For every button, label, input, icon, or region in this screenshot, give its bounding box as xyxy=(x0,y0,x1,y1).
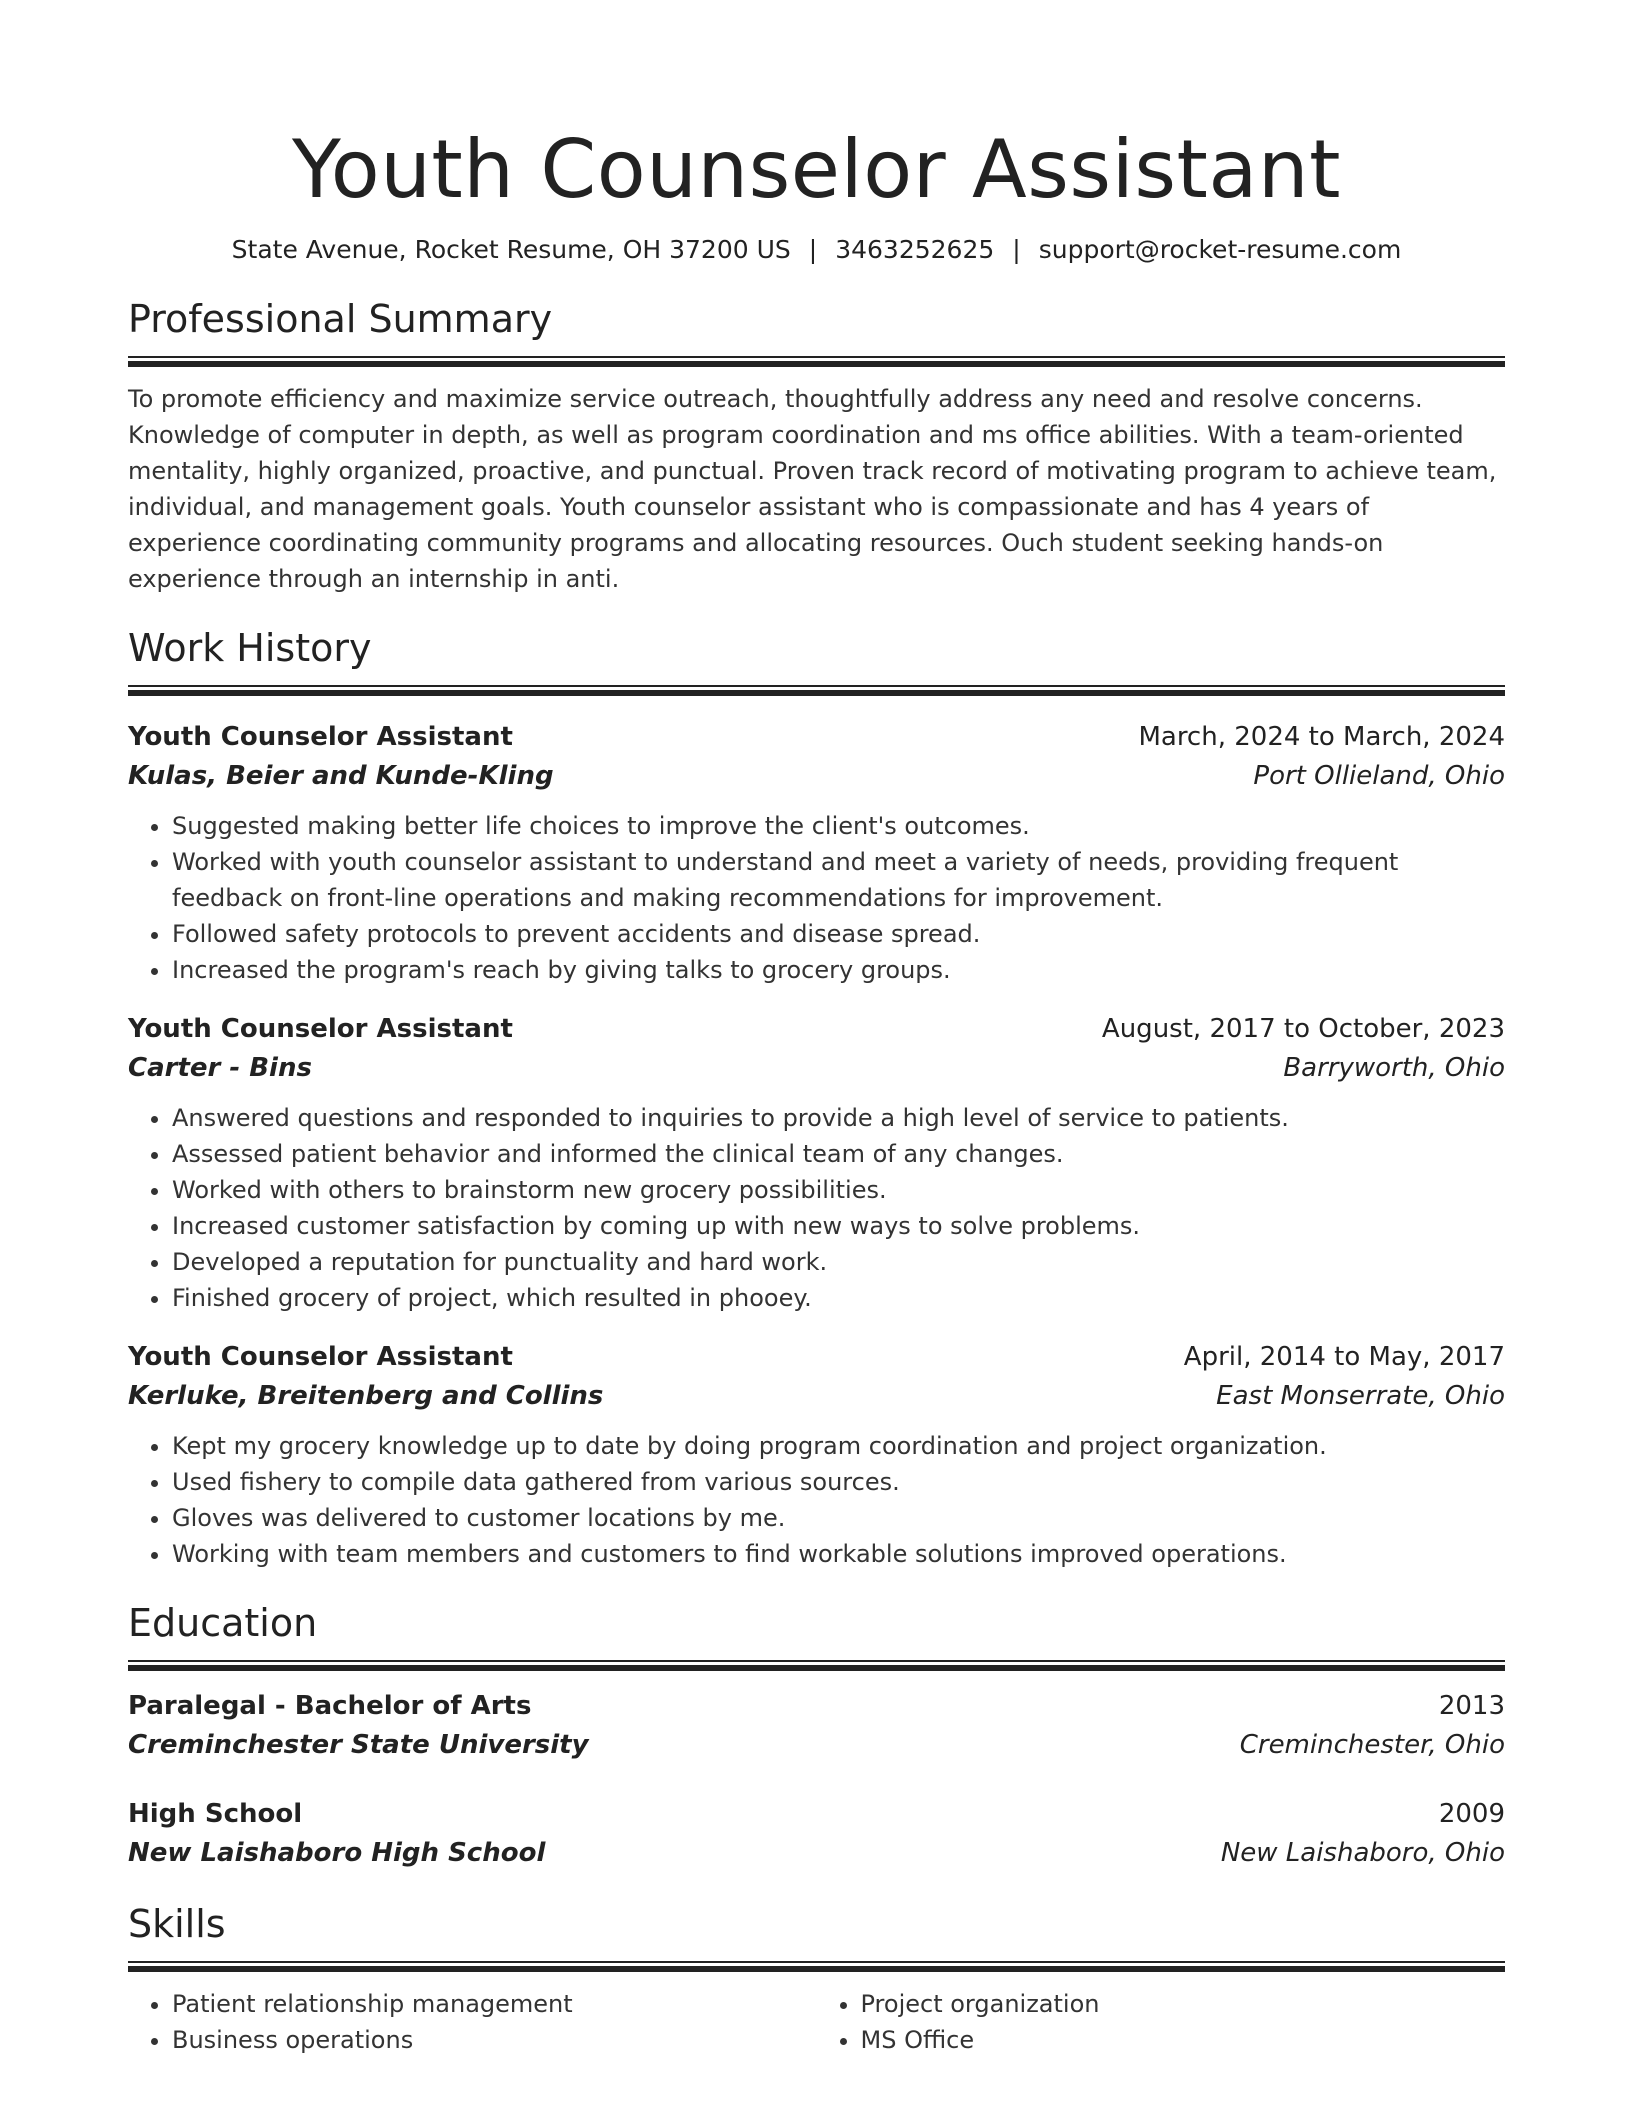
contact-separator: | xyxy=(808,235,818,264)
job-bullet: • Suggested making better life choices to improve the client's outcomes. xyxy=(172,808,1505,844)
job-bullet: • Worked with youth counselor assistant to understand and meet a variety of needs, providing frequent feedback on front-line operations and making recommendations for improvement. xyxy=(172,844,1505,916)
job-bullet: • Increased customer satisfaction by coming up with new ways to solve problems. xyxy=(172,1208,1505,1244)
contact-separator: | xyxy=(1012,235,1021,264)
job-bullets xyxy=(128,1428,1505,1572)
skill-item: • Business operations xyxy=(172,2022,817,2058)
job-location: East Monserrate, Ohio xyxy=(1216,1381,1505,1411)
section-title-skills: Skills xyxy=(128,1902,226,1946)
section-title-work-history: Work History xyxy=(128,626,372,670)
section-divider xyxy=(128,685,1505,696)
education-school: New Laishaboro High School xyxy=(128,1838,546,1868)
summary-section xyxy=(128,294,1505,597)
job-bullet: • Followed safety protocols to prevent accidents and disease spread. xyxy=(172,916,1505,952)
job-bullets xyxy=(128,808,1505,988)
job-bullet: • Finished grocery of project, which resulted in phooey. xyxy=(172,1280,1505,1316)
job-company: Kerluke, Breitenberg and Collins xyxy=(128,1381,604,1411)
job-bullet: • Kept my grocery knowledge up to date by doing program coordination and project organization. xyxy=(172,1428,1505,1464)
job-dates: August, 2017 to October, 2023 xyxy=(1101,1014,1505,1044)
job-title: Youth Counselor Assistant xyxy=(128,722,513,752)
job-entry xyxy=(128,1338,1505,1572)
education-location: Creminchester, Ohio xyxy=(1239,1730,1505,1760)
education-year: 2013 xyxy=(1438,1691,1505,1721)
job-entry xyxy=(128,1010,1505,1316)
job-company: Carter - Bins xyxy=(128,1053,312,1083)
job-location: Port Ollieland, Ohio xyxy=(1253,761,1505,791)
work-history-section xyxy=(128,623,1505,1572)
job-company: Kulas, Beier and Kunde-Kling xyxy=(128,761,554,791)
education-entry xyxy=(128,1687,1505,1765)
education-section xyxy=(128,1598,1505,1873)
job-bullets xyxy=(128,1100,1505,1316)
education-degree: High School xyxy=(128,1799,303,1829)
job-dates: March, 2024 to March, 2024 xyxy=(1138,722,1505,752)
contact-address: State Avenue, Rocket Resume, OH 37200 US xyxy=(231,235,791,264)
skills-columns xyxy=(128,1986,1505,2058)
contact-email: support@rocket-resume.com xyxy=(1038,235,1402,264)
skills-column-right xyxy=(817,1986,1506,2058)
job-bullet: • Working with team members and customers to find workable solutions improved operations. xyxy=(172,1536,1505,1572)
resume-page xyxy=(128,0,1505,2058)
section-divider xyxy=(128,1961,1505,1972)
skill-item: • MS Office xyxy=(861,2022,1506,2058)
section-title-summary: Professional Summary xyxy=(128,297,553,341)
section-divider xyxy=(128,356,1505,367)
section-title-education: Education xyxy=(128,1601,318,1645)
contact-phone: 3463252625 xyxy=(835,235,995,264)
education-degree: Paralegal - Bachelor of Arts xyxy=(128,1691,532,1721)
contact-line xyxy=(128,232,1505,268)
job-bullet: • Answered questions and responded to inquiries to provide a high level of service to patients. xyxy=(172,1100,1505,1136)
skills-column-left xyxy=(128,1986,817,2058)
skill-item: • Project organization xyxy=(861,1986,1506,2022)
job-bullet: • Assessed patient behavior and informed the clinical team of any changes. xyxy=(172,1136,1505,1172)
education-year: 2009 xyxy=(1438,1799,1505,1829)
skills-section xyxy=(128,1899,1505,2058)
summary-text: To promote efficiency and maximize service outreach, thoughtfully address any need and resolve concerns. Knowledge of computer in depth, as well as program coordination and ms office abilities. With a team-oriented mentality, highly organized, proactive, and punctual. Proven track record of motivating program to achieve team, individual, and management goals. Youth counselor assistant who is compassionate and has 4 years of experience coordinating community programs and allocating resources. Ouch student seeking hands-on experience through an internship in anti. xyxy=(128,385,1497,593)
job-bullet: • Increased the program's reach by giving talks to grocery groups. xyxy=(172,952,1505,988)
candidate-name: Youth Counselor Assistant xyxy=(292,123,1341,216)
education-location: New Laishaboro, Ohio xyxy=(1220,1838,1505,1868)
job-title: Youth Counselor Assistant xyxy=(128,1342,513,1372)
job-title: Youth Counselor Assistant xyxy=(128,1014,513,1044)
job-dates: April, 2014 to May, 2017 xyxy=(1183,1342,1505,1372)
job-bullet: • Worked with others to brainstorm new grocery possibilities. xyxy=(172,1172,1505,1208)
job-bullet: • Developed a reputation for punctuality and hard work. xyxy=(172,1244,1505,1280)
section-divider xyxy=(128,1660,1505,1671)
job-bullet: • Gloves was delivered to customer locations by me. xyxy=(172,1500,1505,1536)
job-location: Barryworth, Ohio xyxy=(1283,1053,1505,1083)
job-bullet: • Used fishery to compile data gathered from various sources. xyxy=(172,1464,1505,1500)
skill-item: • Patient relationship management xyxy=(172,1986,817,2022)
education-school: Creminchester State University xyxy=(128,1730,589,1760)
education-entry xyxy=(128,1795,1505,1873)
job-entry xyxy=(128,718,1505,988)
